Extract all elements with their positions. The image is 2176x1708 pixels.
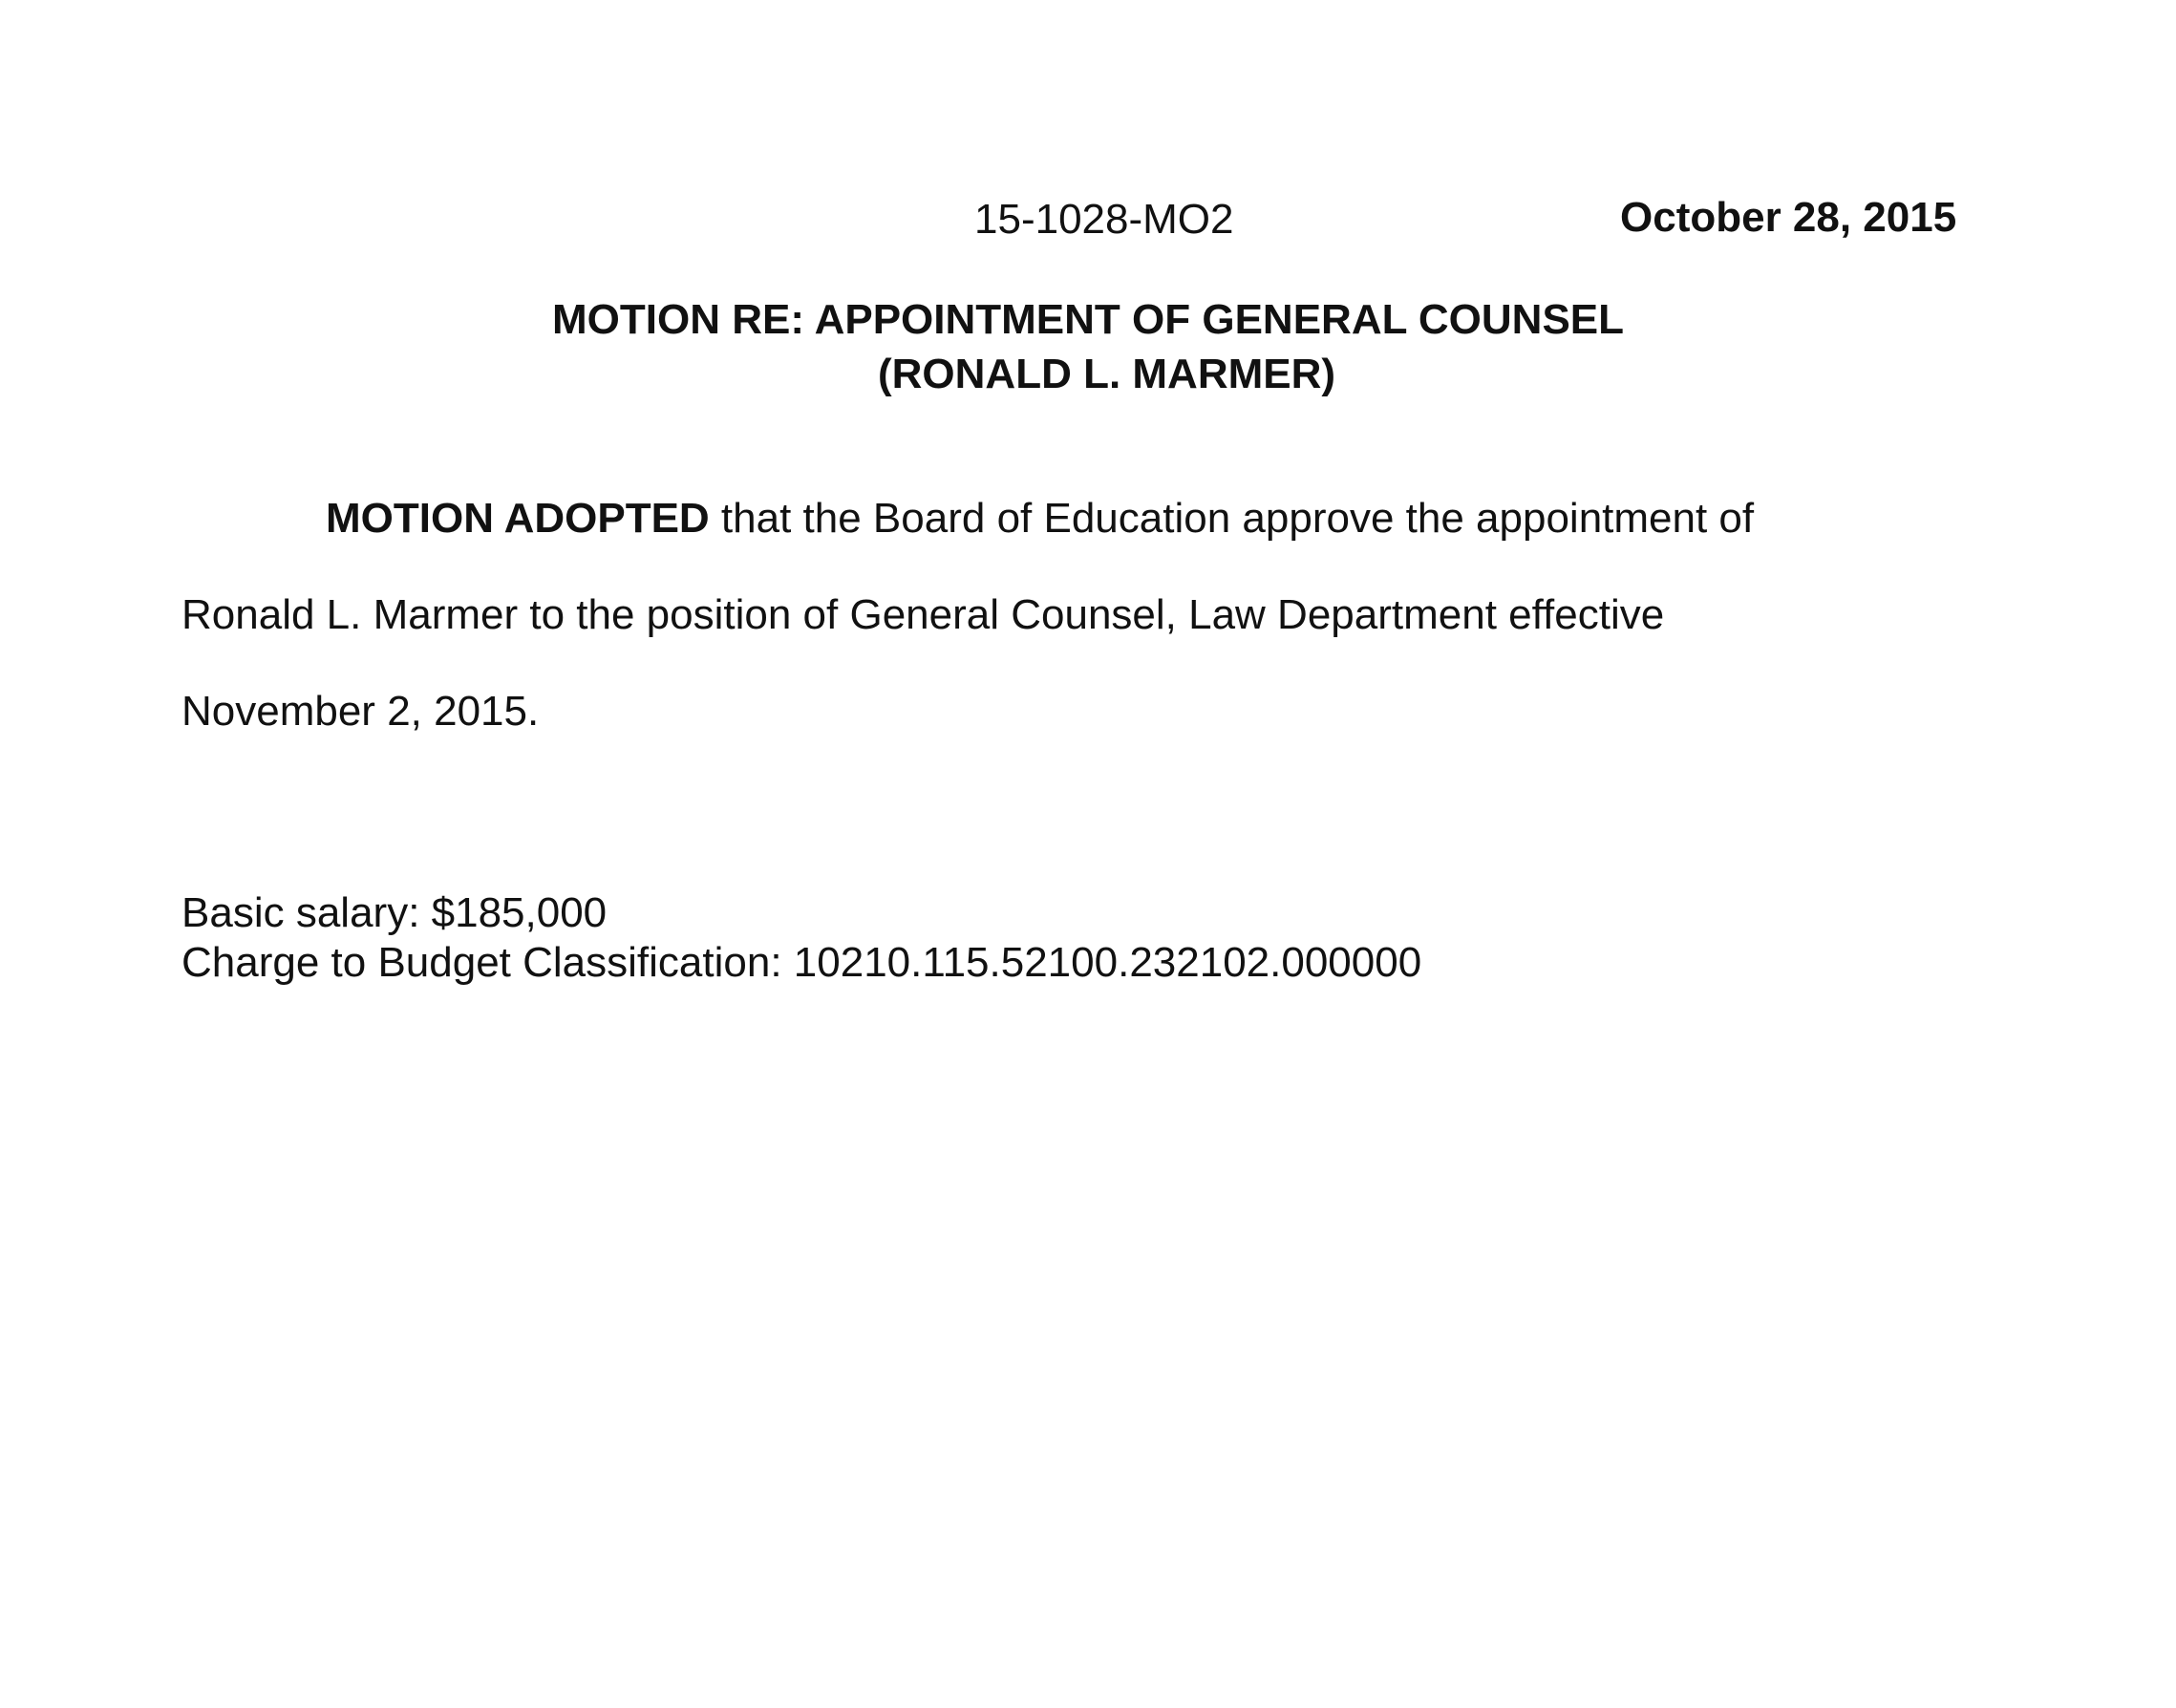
basic-salary: Basic salary: $185,000	[181, 889, 608, 936]
motion-text-continuation: that the Board of Education approve the appointment of	[709, 495, 1755, 542]
motion-text-line-2: Ronald L. Marmer to the position of General Counsel, Law Department effective	[181, 591, 1665, 638]
document-date: October 28, 2015	[1620, 194, 1957, 241]
motion-lead-in: MOTION ADOPTED	[326, 495, 710, 542]
motion-text-line-1	[326, 495, 1754, 543]
motion-subtitle: (RONALD L. MARMER)	[878, 351, 1336, 397]
document-number: 15-1028-MO2	[974, 196, 1234, 243]
motion-title: MOTION RE: APPOINTMENT OF GENERAL COUNSEL	[552, 296, 1625, 343]
budget-classification: Charge to Budget Classification: 10210.115.52100.232102.000000	[181, 939, 1422, 986]
motion-text-line-3: November 2, 2015.	[181, 688, 540, 735]
